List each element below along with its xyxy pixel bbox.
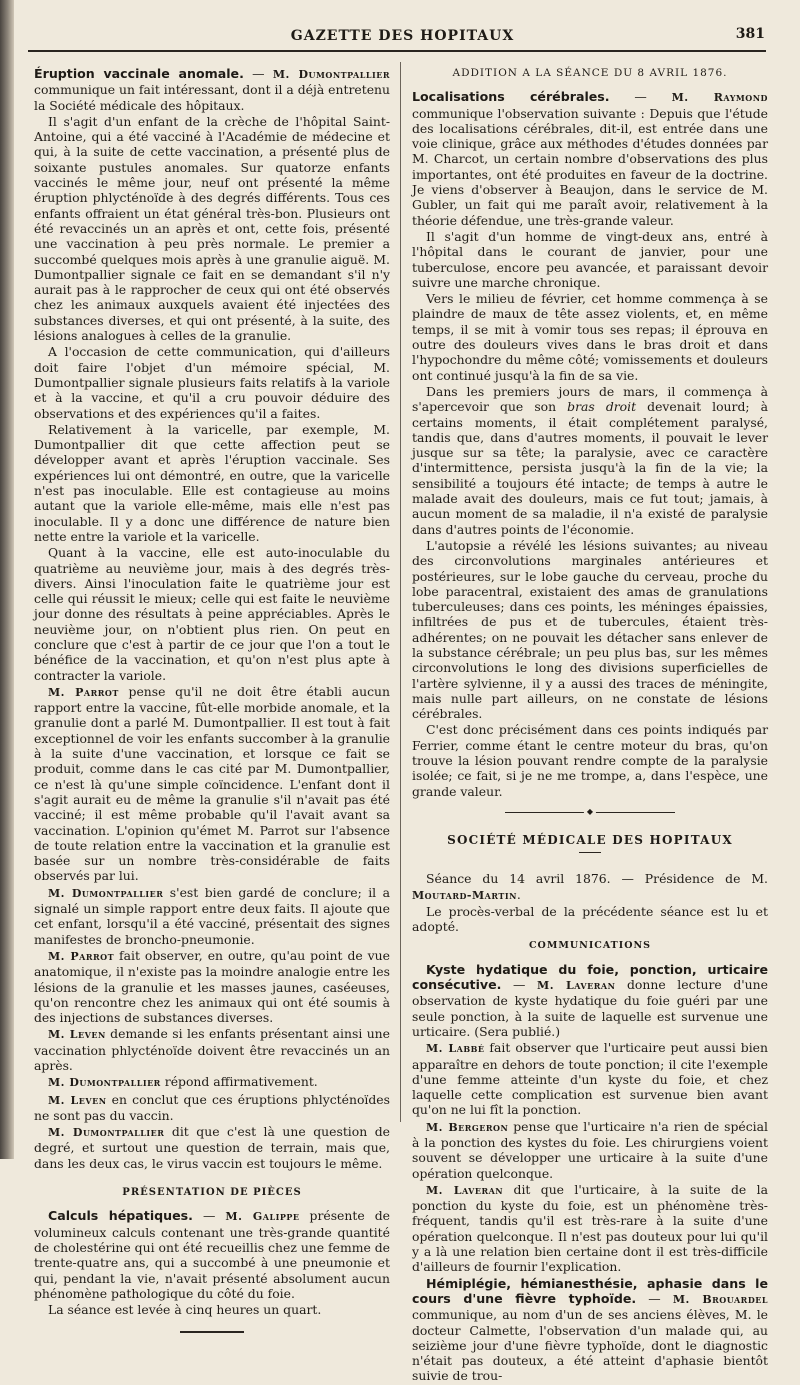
body-text: Il s'agit d'un enfant de la crèche de l'hôpital Saint-Antoine, qui a été vacciné à l'Académie de médecine et qui, à la suite de cette vaccination, a présenté plus de soixante pustules anomales. Sur quatorze enfants vaccinés le même jour, neuf ont présenté la même éruption phlycténoïde à des degrés différents. Tous ces enfants offraient un état général très-bon. Plusieurs ont été revaccinés un an après et ont, cette fois, présenté une vaccination à peu près normale. Le premier a succombé quelques mois après à une granulie aiguë. M. Dumontpallier signale ce fait en se demandant s'il n'y aurait pas à le rapprocher de ceux qui ont été observés chez les animaux auxquels avaient été injectées des substances diverses, et qui ont présenté, à la suite, des lésions analogues à celles de la granulie. — [34, 113, 390, 344]
body-text: dit que c'est là une question de degré, et surtout une question de terrain, mais que, dans les deux cas, le virus vaccin est toujours le même. — [34, 1124, 390, 1171]
speaker-name: M. Leven — [48, 1028, 106, 1042]
speaker-name: M. Brouardel — [672, 1292, 768, 1306]
body-text: — — [192, 1208, 226, 1224]
paragraph — [412, 1040, 768, 1117]
paragraph — [412, 1119, 768, 1181]
running-title: GAZETTE DES HOPITAUX — [290, 28, 515, 44]
page-number: 381 — [735, 26, 765, 42]
body-text: — — [636, 1290, 673, 1306]
speaker-name: M. Bergeron — [426, 1120, 509, 1134]
body-text: Quant à la vaccine, elle est auto-inoculable du quatrième au neuvième jour, mais à des degrés très-divers. Ainsi l'inoculation faite le quatrième jour est celle qui réussit le mieux; celle qui est faite le neuvième jour donne des résultats à peine appréciables. Après le neuvième jour, on n'obtient plus rien. On peut en conclure que c'est à partir de ce jour que l'on a tout le bénéfice de la vaccination, et qu'on n'est plus apte à contracter la variole. — [34, 545, 390, 683]
column-divider — [400, 62, 401, 1122]
body-text: pense qu'il ne doit être établi aucun rapport entre la vaccine, fût-elle morbide anomale, et la granulie dont a parlé M. Dumontpallier. Il est tout à fait exceptionnel de voir les enfants succomber à la granulie à la suite d'une vaccination, et lorsque ce fait se produit, comme dans le cas cité par M. Dumontpallier, ce n'est là qu'une simple coïncidence. L'enfant dont il s'agit aurait eu de même la granulie s'il n'avait pas été vacciné; il est même probable qu'il l'avait avant sa vaccination. L'opinion qu'émet M. Parrot sur l'absence de toute relation entre la vaccination et la granulie est basée sur un nombre très-considérable de faits observés par lui. — [34, 683, 390, 884]
speaker-name: M. Galippe — [225, 1210, 300, 1224]
paragraph — [34, 885, 390, 947]
article-hemiplegie — [412, 1276, 768, 1384]
body-text: communique un fait intéressant, dont il a déjà entretenu la Société médicale des hôpitaux. — [34, 82, 390, 113]
body-text: — — [243, 66, 273, 81]
body-text: donne lecture d'une observation de kyste hydatique du foie guéri par une seule ponction, à la suite de laquelle est survenue une urticaire. (Sera publié.) — [412, 977, 768, 1039]
body-text: devenait lourd; à certains moments, il était complétement paralysé, tandis que, dans d'autres moments, il pouvait le lever jusque sur sa tête; la paralysie, avec ce caractère d'intermittence, persista jusqu'à la fin de la vie; la sensibilité a toujours été intacte; de temps à autre le malade avait des douleurs, mais ce fut tout; jamais, à aucun moment de sa maladie, il n'a existé de paralysie dans d'autres points de l'économie. — [412, 399, 768, 537]
body-text: fait observer, en outre, qu'au point de vue anatomique, il n'existe pas la moindre analogie entre les lésions de la granulie et les masses jaunes, caséeuses, qu'on rencontre chez les animaux qui ont été soumis à des injections de substances diverses. — [34, 947, 390, 1026]
article-kyste-hydatique — [412, 962, 768, 1039]
body-text: Il s'agit d'un homme de vingt-deux ans, entré à l'hôpital dans le courant de janvier, pour une tuberculose, encore peu avancée, et paraissant devoir suivre une marche chronique. — [412, 228, 768, 290]
page-binding-edge — [0, 0, 14, 1159]
body-text: communique l'observation suivante : Depuis que l'étude des localisations cérébrales, dit-il, est entrée dans une voie clinique, grâce aux méthodes d'études données par M. Charcot, un certain nombre d'observations des plus importantes, ont été produites en faveur de la doctrine. Je viens d'observer à Beaujon, dans le service de M. Gubler, un fait qui me paraît avoir, relativement à la théorie défendue, une très-grande valeur. — [412, 105, 768, 228]
speaker-name: M. Dumontpallier — [272, 68, 390, 81]
speaker-name: M. Parrot — [48, 685, 119, 699]
body-text: La séance est levée à cinq heures un quart. — [48, 1302, 322, 1318]
paragraph — [34, 1302, 390, 1317]
paragraph — [412, 229, 768, 290]
body-text: en conclut que ces éruptions phlycténoïdes ne sont pas du vaccin. — [34, 1091, 390, 1123]
body-text: communique, au nom d'un de ses anciens élèves, M. le docteur Calmette, l'observation d'un malade qui, au seizième jour d'une fièvre typhoïde, dont le diagnostic n'était pas douteux, a été atteint d'aphasie bientôt suivie de trou- — [412, 1307, 768, 1384]
article-title: Hémiplégie, hémianesthésie, aphasie dans le cours d'une fièvre typhoïde. — [412, 1275, 768, 1306]
right-column — [412, 66, 768, 1385]
body-text: Le procès-verbal de la précédente séance est lu et adopté. — [412, 903, 768, 935]
paragraph — [34, 1124, 390, 1171]
body-text: pense que l'urticaire n'a rien de spécial à la ponction des kystes du foie. Les chirurgiens voient souvent se développer une urticaire à la suite d'une opération quelconque. — [412, 1118, 768, 1181]
emphasis-text: bras droit — [567, 399, 637, 415]
speaker-name: M. Parrot — [48, 949, 115, 963]
paragraph — [412, 1182, 768, 1275]
paragraph — [412, 384, 768, 537]
paragraph — [34, 422, 390, 544]
body-text: — — [609, 89, 672, 105]
speaker-name: M. Dumontpallier — [48, 886, 164, 900]
paragraph — [412, 722, 768, 798]
paragraph — [412, 291, 768, 383]
article-title: Kyste hydatique du foie, ponction, urticaire consécutive. — [412, 961, 768, 993]
proces-verbal-line — [412, 904, 768, 935]
paragraph — [34, 1092, 390, 1124]
body-text: Vers le milieu de février, cet homme commença à se plaindre de maux de tête assez violents, et, en même temps, il se mit à vomir tous ses repas; il éprouva en outre des douleurs vives dans le bras droit et dans l'hypochondre du même côté; vomissements et douleurs ont continué jusqu'à la fin de sa vie. — [412, 291, 768, 383]
body-text: dit que l'urticaire, à la suite de la ponction du kyste du foie, est un phénomène très-fréquent, tandis qu'il est très-rare à la suite d'une opération quelconque. Il n'est pas douteux pour lui qu'il y a là une relation bien certaine dont il est très-difficile d'ailleurs de fournir l'explication. — [412, 1181, 768, 1275]
speaker-name: M. Dumontpallier — [48, 1076, 161, 1090]
article-title: Éruption vaccinale anomale. — [34, 66, 244, 81]
article-localisations-cerebrales — [412, 89, 768, 228]
body-text: Relativement à la varicelle, par exemple, M. Dumontpallier dit que cette affection peut se développer avant et après l'éruption vaccinale. Ses expériences lui ont démontré, en outre, que la varicelle n'est pas inoculable. Elle est contagieuse au moins autant que la variole elle-même, mais elle n'est pas inoculable. Il y a donc une différence de nature bien nette entre la variole et la varicelle. — [34, 421, 390, 544]
body-text: répond affirmativement. — [160, 1074, 318, 1090]
paragraph — [34, 114, 390, 343]
end-rule — [180, 1331, 244, 1333]
body-text: C'est donc précisément dans ces points indiqués par Ferrier, comme étant le centre moteur du bras, qu'on trouve la lésion pouvant rendre compte de la paralysie isolée; ce fait, si je ne me trompe, a, dans l'espèce, une grande valeur. — [412, 722, 768, 799]
article-title: Calculs hépatiques. — [48, 1208, 193, 1224]
speaker-name: M. Laveran — [426, 1183, 504, 1197]
addition-heading: ADDITION A LA SÉANCE DU 8 AVRIL 1876. — [452, 67, 728, 79]
article-title: Localisations cérébrales. — [412, 89, 610, 105]
article-eruption-vaccinale — [34, 66, 390, 113]
body-text: L'autopsie a révélé les lésions suivantes; au niveau des circonvolutions marginales antérieures et postérieures, sur le lobe gauche du cerveau, proche du lobe paracentral, existaient des amas de granulations tuberculeuses; dans ces points, les méninges épaissies, infiltrées de pus et de tubercules, étaient très-adhérentes; on ne pouvait les détacher sans enlever de la substance cérébrale; un peu plus bas, sur les mêmes circonvolutions le long des divisions superficielles de l'artère sylvienne, il y a aussi des traces de méningite, mais nulle part ailleurs, on ne constate de lésions cérébrales. — [412, 537, 768, 722]
body-text: — — [501, 977, 538, 993]
section-heading-communications: COMMUNICATIONS — [528, 940, 652, 952]
speaker-name: M. Labbé — [426, 1042, 485, 1056]
body-text: fait observer que l'urticaire peut aussi bien apparaître en dehors de toute ponction; il cite l'exemple d'une femme atteinte d'un kyste du foie, et chez laquelle cette complication est survenue bien avant qu'on ne lui fît la ponction. — [412, 1040, 768, 1118]
body-text: Séance du 14 avril 1876. — Présidence de M. — [426, 871, 768, 887]
paragraph — [412, 538, 768, 722]
paragraph — [34, 1074, 390, 1090]
speaker-name: M. Leven — [48, 1093, 107, 1107]
ornament-rule — [505, 807, 675, 817]
page-header — [40, 22, 765, 52]
paragraph — [34, 344, 390, 420]
body-text: A l'occasion de cette communication, qui d'ailleurs doit faire l'objet d'un mémoire spécial, M. Dumontpallier signale plusieurs faits relatifs à la variole et à la vaccine, et qu'il a cru pouvoir déduire des observations et des expériences qu'il a faites. — [34, 344, 390, 421]
society-title: SOCIÉTÉ MÉDICALE DES HOPITAUX — [447, 832, 733, 847]
paragraph — [34, 948, 390, 1025]
paragraph — [34, 545, 390, 683]
article-calculs-hepatiques — [34, 1208, 390, 1301]
speaker-name: M. Laveran — [537, 979, 616, 993]
body-text: Dans les premiers jours de mars, il commença à s'apercevoir que son — [412, 383, 768, 415]
body-text: s'est bien gardé de conclure; il a signalé un simple rapport entre deux faits. Il ajoute que cet enfant, lorsqu'il a été vacciné, présentait des signes manifestes de broncho-pneumonie. — [34, 884, 390, 947]
header-rule — [28, 50, 766, 52]
body-text: présente de volumineux calculs contenant une très-grande quantité de cholestérine qui ont été recueillis chez une femme de trente-quatre ans, qui a succombé à une pneumonie et qui, pendant la vie, n'avait présenté absolument aucun phénomène pathologique du côté du foie. — [34, 1208, 391, 1301]
seance-line — [412, 871, 768, 903]
speaker-name: Moutard-Martin — [412, 888, 517, 902]
speaker-name: M. Dumontpallier — [48, 1126, 165, 1140]
paragraph — [34, 684, 390, 884]
left-column — [34, 66, 390, 1333]
section-heading-pieces: PRÉSENTATION DE PIÈCES — [122, 1187, 302, 1199]
body-text: . — [516, 886, 521, 902]
speaker-name: M. Raymond — [671, 91, 768, 105]
body-text: demande si les enfants présentant ainsi une vaccination phlycténoïde doivent être revaccinés un an après. — [34, 1026, 390, 1073]
paragraph — [34, 1026, 390, 1073]
short-rule — [579, 852, 601, 853]
